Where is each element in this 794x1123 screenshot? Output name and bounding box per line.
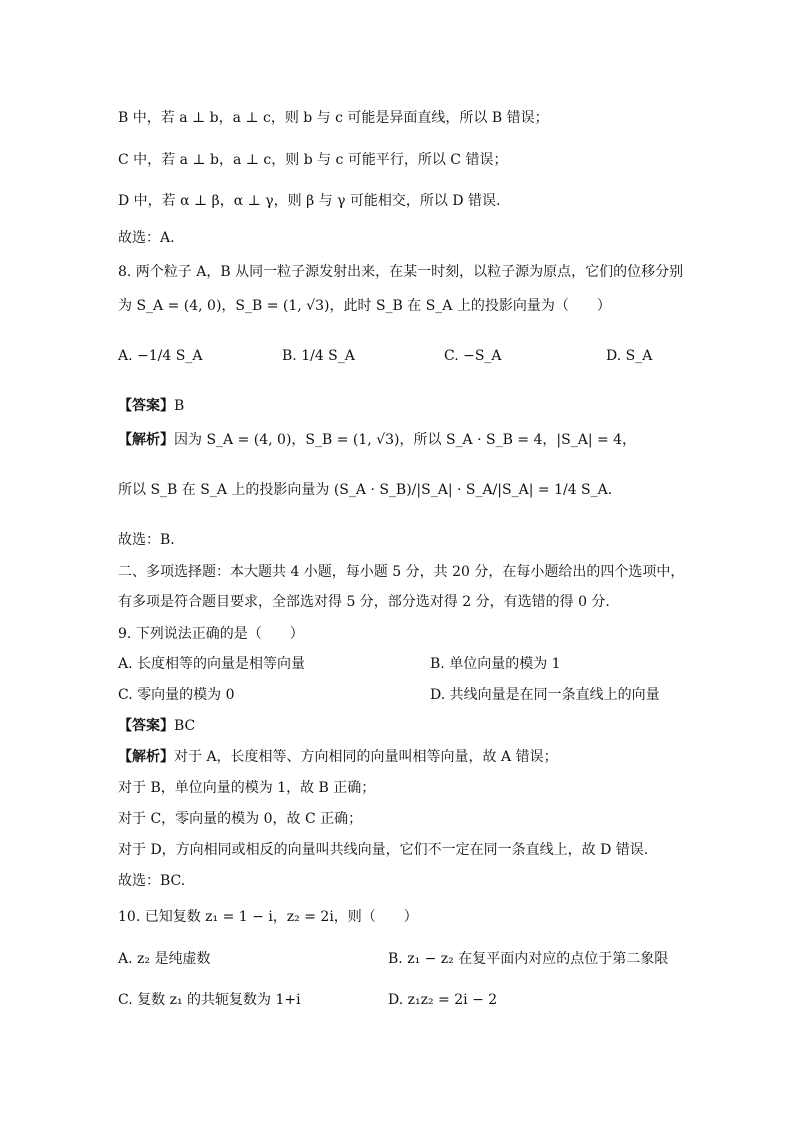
answer-label: 【答案】 [118, 398, 174, 414]
q9-analysis-text1: 对于 A，长度相等、方向相同的向量叫相等向量，故 A 错误； [174, 749, 558, 765]
c-analysis-line: C 中，若 a ⊥ b，a ⊥ c，则 b 与 c 可能平行，所以 C 错误； [118, 152, 508, 168]
q8-answer-line [118, 396, 184, 416]
q9-analysis-line3: 对于 C，零向量的模为 0，故 C 正确； [118, 811, 363, 827]
q8-option-c: C. −S_A [444, 348, 502, 364]
choose-bc-line: 故选：BC. [118, 873, 186, 889]
q9-option-b: B. 单位向量的模为 1 [430, 656, 561, 672]
q8-option-d: D. S_A [606, 348, 653, 364]
q9-stem: 9. 下列说法正确的是（ ） [118, 626, 304, 642]
q8-stem-line1: 8. 两个粒子 A，B 从同一粒子源发射出来，在某一时刻，以粒子源为原点，它们的位移分别 [118, 264, 684, 280]
analysis-label: 【解析】 [118, 432, 174, 448]
q10-option-b: B. z₁ − z₂ 在复平面内对应的点位于第二象限 [388, 951, 669, 967]
q8-analysis-text1: 因为 S_A = (4, 0)，S_B = (1, √3)，所以 S_A · S_B = 4，|S_A| = 4， [174, 432, 637, 448]
q9-analysis-line1 [118, 747, 558, 767]
q8-stem-line2: 为 S_A = (4, 0)，S_B = (1, √3)，此时 S_B 在 S_A 上的投影向量为（ ） [118, 298, 611, 314]
q8-option-a: A. −1/4 S_A [118, 348, 203, 364]
q8-answer: B [174, 398, 185, 414]
q8-analysis-line1 [118, 430, 636, 450]
answer-label: 【答案】 [118, 718, 174, 734]
q10-option-d: D. z₁z₂ = 2i − 2 [388, 992, 498, 1008]
q10-option-a: A. z₂ 是纯虚数 [118, 951, 211, 967]
section2-line2: 有多项是符合题目要求，全部选对得 5 分，部分选对得 2 分，有选错的得 0 分. [118, 594, 610, 610]
section2-line1: 二、多项选择题：本大题共 4 小题，每小题 5 分，共 20 分，在每小题给出的四个选项中， [118, 564, 685, 580]
q9-answer-line [118, 716, 195, 736]
q10-option-c: C. 复数 z₁ 的共轭复数为 1+i [118, 992, 301, 1008]
analysis-label: 【解析】 [118, 749, 174, 765]
q9-analysis-line4: 对于 D，方向相同或相反的向量叫共线向量，它们不一定在同一条直线上，故 D 错误. [118, 842, 649, 858]
q9-option-c: C. 零向量的模为 0 [118, 687, 235, 703]
choose-b-line: 故选：B. [118, 532, 175, 548]
choose-a-line: 故选：A. [118, 230, 175, 246]
q9-option-a: A. 长度相等的向量是相等向量 [118, 656, 306, 672]
q8-analysis-line2: 所以 S_B 在 S_A 上的投影向量为 (S_A · S_B)/|S_A| · S_A/|S_A| = 1/4 S_A. [118, 482, 613, 498]
q9-answer: BC [174, 718, 196, 734]
q9-analysis-line2: 对于 B，单位向量的模为 1，故 B 正确； [118, 780, 376, 796]
q10-stem: 10. 已知复数 z₁ = 1 − i，z₂ = 2i，则（ ） [118, 909, 418, 925]
d-analysis-line: D 中，若 α ⊥ β，α ⊥ γ，则 β 与 γ 可能相交，所以 D 错误. [118, 193, 501, 209]
q8-option-b: B. 1/4 S_A [282, 348, 355, 364]
b-analysis-line: B 中，若 a ⊥ b，a ⊥ c，则 b 与 c 可能是异面直线，所以 B 错误； [118, 110, 549, 126]
q9-option-d: D. 共线向量是在同一条直线上的向量 [430, 687, 660, 703]
